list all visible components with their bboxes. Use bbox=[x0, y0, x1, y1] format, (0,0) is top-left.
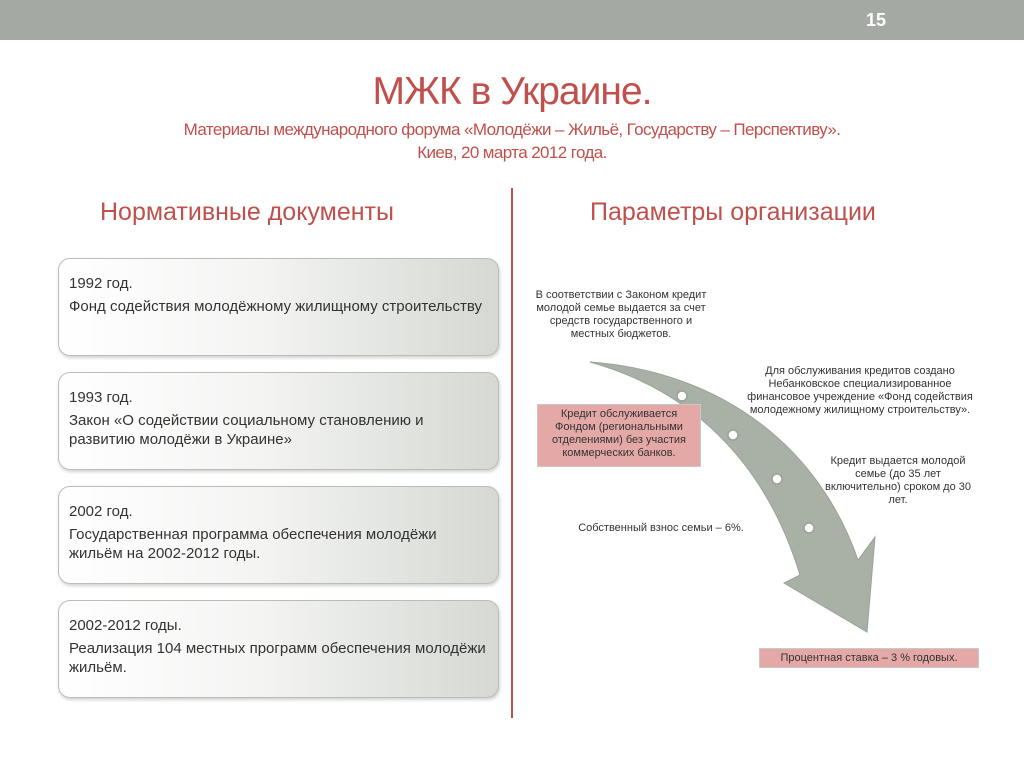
left-column-heading: Нормативные документы bbox=[100, 198, 394, 226]
document-year: 1993 год. bbox=[69, 389, 133, 406]
rate-box: Процентная ставка – 3 % годовых. bbox=[759, 648, 979, 668]
arrow-dot-1 bbox=[677, 391, 687, 401]
document-text: Фонд содействия молодёжному жилищному строительству bbox=[69, 298, 482, 315]
right-column-heading: Параметры организации bbox=[590, 198, 876, 226]
arrow-dot-3 bbox=[772, 474, 782, 484]
document-text: Государственная программа обеспечения молодёжи жильём на 2002-2012 годы. bbox=[69, 526, 437, 562]
credit-note: Кредит выдается молодой семье (до 35 лет включительно) сроком до 30 лет. bbox=[824, 455, 972, 506]
fund-note: Для обслуживания кредитов создано Небанковское специализированное финансовое учреждение «Фонд содействия молодежному жилищному строительству». bbox=[747, 365, 973, 416]
arrow-dot-4 bbox=[804, 523, 814, 533]
document-text: Реализация 104 местных программ обеспечения молодёжи жильём. bbox=[69, 640, 486, 676]
slide-number: 15 bbox=[865, 10, 886, 30]
subtitle-line-1: Материалы международного форума «Молодёжи – Жильё, Государству – Перспективу». bbox=[183, 120, 841, 139]
own-payment-note: Собственный взнос семьи – 6%. bbox=[578, 522, 744, 534]
law-note: В соответствии с Законом кредит молодой семье выдается за счет средств государственного и местных бюджетов. bbox=[535, 289, 707, 340]
arrow-dot-2 bbox=[728, 430, 738, 440]
document-year: 2002-2012 годы. bbox=[69, 617, 182, 634]
service-box: Кредит обслуживается Фондом (региональными отделениями) без участия коммерческих банков. bbox=[537, 404, 701, 467]
document-year: 2002 год. bbox=[69, 503, 133, 520]
subtitle-line-2: Киев, 20 марта 2012 года. bbox=[417, 143, 607, 162]
document-text: Закон «О содействии социальному становлению и развитию молодёжи в Украине» bbox=[69, 412, 424, 448]
document-year: 1992 год. bbox=[69, 275, 133, 292]
slide-title: МЖК в Украине. bbox=[372, 70, 652, 113]
